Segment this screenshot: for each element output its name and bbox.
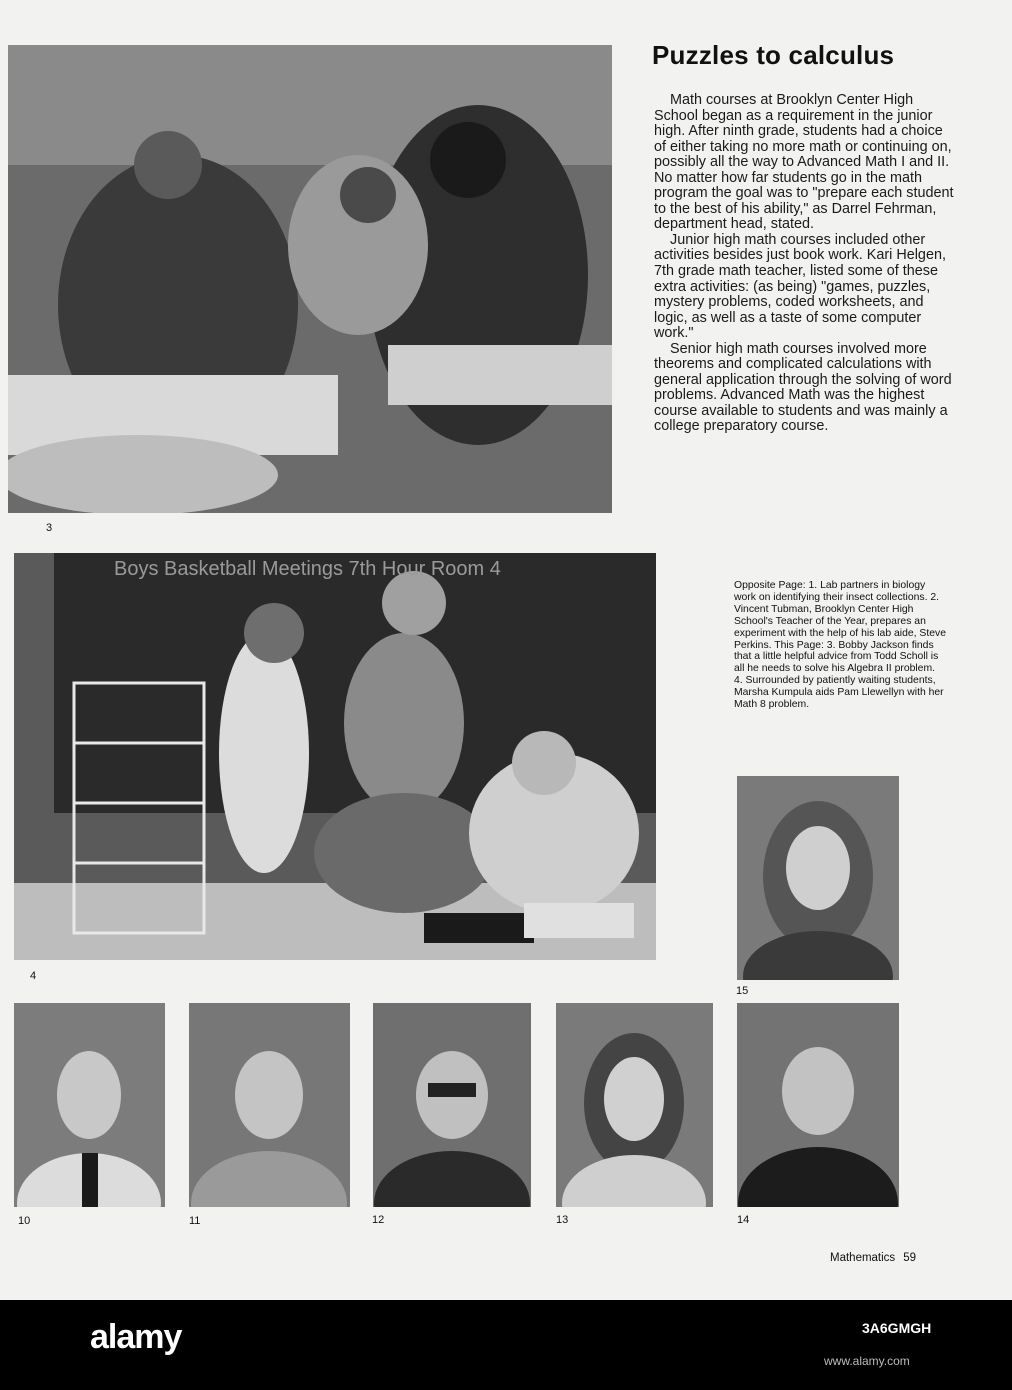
- section-name: Mathematics: [830, 1252, 896, 1264]
- image-id: 3A6GMGH: [862, 1320, 932, 1336]
- page-number: 59: [903, 1252, 916, 1264]
- photo-caption: Opposite Page: 1. Lab partners in biology work on identifying their insect collections. 2. Vincent Tubman, Brooklyn Center High School's Teacher of the Year, prepares an experiment with the help of his lab aide, Steve Perkins. This Page: 3. Bobby Jackson finds that a little helpful advice from Todd Scholl is all he needs to solve his Algebra II problem. 4. Surrounded by patiently waiting students, Marsha Kumpula aids Pam Llewellyn with her Math 8 problem.: [734, 580, 946, 711]
- classroom-photo-4: [14, 553, 656, 960]
- article-paragraph: Senior high math courses involved more theorems and complicated calculations with general application through the solving of word problems. Advanced Math was the highest course available to students and was mainly a college preparatory course.: [654, 340, 952, 435]
- photo-number-12: 12: [372, 1214, 385, 1226]
- portrait-14: [737, 1003, 899, 1207]
- photo-number-11: 11: [189, 1215, 201, 1227]
- portrait-13: [556, 1003, 713, 1207]
- portrait-12: [373, 1003, 531, 1207]
- article-paragraph: Math courses at Brooklyn Center High School began as a requirement in the junior high. After ninth grade, students had a choice of either taking no more math or continuing on, possibly all the way to Advanced Math I and II. No matter how far students go in the math program the goal was to "prepare each student to the best of his ability," as Darrel Fehrman, department head, stated.: [654, 92, 954, 233]
- portrait-10: [14, 1003, 165, 1207]
- chalkboard-text: Boys Basketball Meetings 7th Hour Room 4: [114, 558, 501, 580]
- article-body: [654, 93, 954, 435]
- photo-number-10: 10: [18, 1215, 31, 1227]
- photo-number-4: 4: [30, 970, 37, 982]
- photo-number-15: 15: [736, 985, 749, 997]
- photo-number-14: 14: [737, 1214, 750, 1226]
- article-paragraph: Junior high math courses included other activities besides just book work. Kari Helgen, 7th grade math teacher, listed some of these extra activities: (as being) "games, puzzles, mystery problems, coded worksheets, and logic, as well as a taste of some computer work.": [654, 231, 946, 342]
- alamy-logo: alamy: [90, 1318, 182, 1356]
- page-folio: [830, 1252, 916, 1264]
- portrait-11: [189, 1003, 350, 1207]
- classroom-photo-3: [8, 45, 612, 513]
- article-title: Puzzles to calculus: [652, 40, 895, 70]
- photo-number-13: 13: [556, 1214, 569, 1226]
- portrait-15: [737, 776, 899, 980]
- footer-url: www.alamy.com: [824, 1354, 910, 1368]
- photo-number-3: 3: [46, 522, 53, 534]
